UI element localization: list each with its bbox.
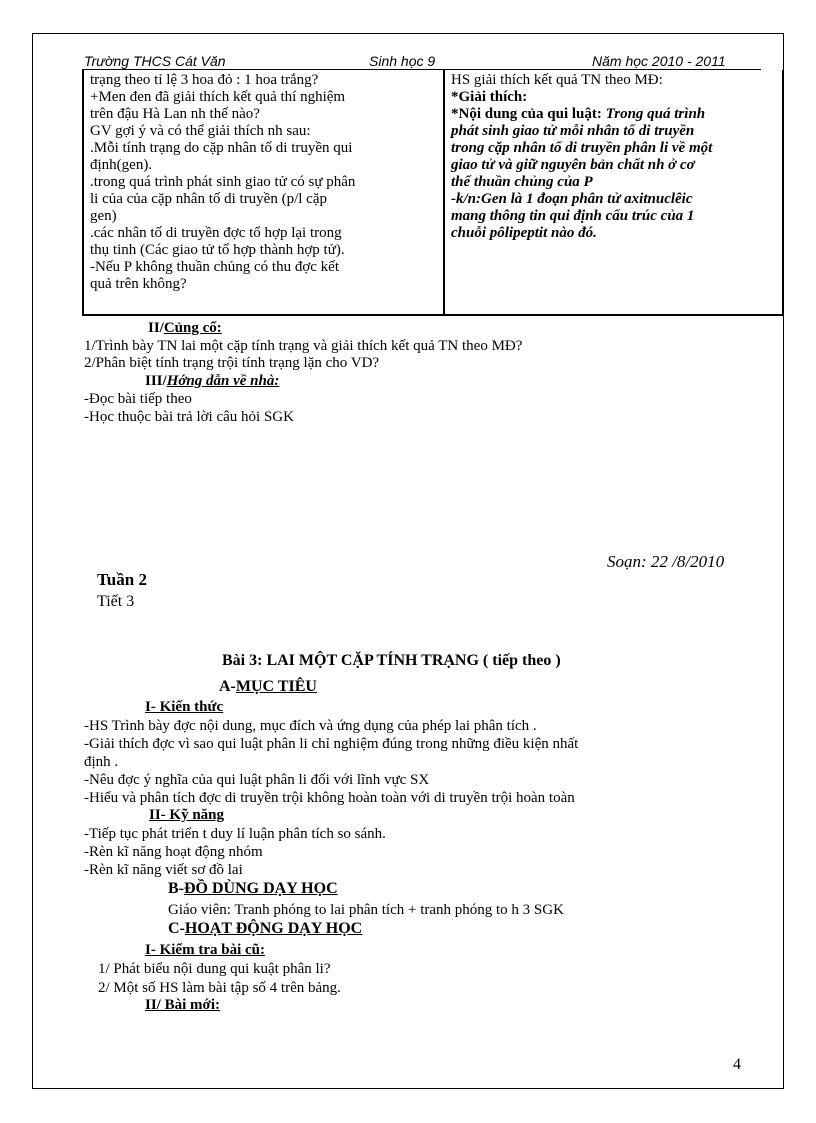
knowledge-heading: I- Kiến thức: [145, 699, 224, 715]
section-c-heading: C-HOẠT ĐỘNG DẠY HỌC: [168, 920, 363, 937]
explanation-heading: *Giải thích:: [451, 89, 528, 105]
teacher-activity-cell: [83, 70, 444, 315]
student-activity-cell: [444, 70, 783, 315]
skills-item: -Rèn kĩ năng hoạt động nhóm: [84, 844, 263, 860]
law-text: trong cặp nhân tố di truyền phân li về một: [451, 140, 713, 156]
gene-definition: mang thông tin qui định cấu trúc của 1: [451, 208, 695, 224]
gene-definition: -k/n:Gen là 1 đoạn phân tử axitnuclêic: [451, 191, 693, 207]
period-label: Tiết 3: [97, 593, 135, 610]
skills-item: -Rèn kĩ năng viết sơ đồ lai: [84, 862, 243, 878]
table-line: quả trên không?: [90, 276, 187, 292]
table-line: trạng theo tỉ lệ 3 hoa đỏ : 1 hoa trắng?: [90, 72, 319, 88]
table-line: HS giải thích kết quả TN theo MĐ:: [451, 72, 663, 88]
knowledge-item: -Hiểu và phân tích đợc di truyền trội không hoàn toàn với di truyền trội hoàn toàn: [84, 790, 575, 806]
activity-table: [82, 70, 784, 316]
table-line: GV gợi ý và có thể giải thích nh sau:: [90, 123, 311, 139]
gene-definition: chuỗi pôlipeptit nào đó.: [451, 225, 597, 241]
teacher-materials: Giáo viên: Tranh phóng to lai phân tích + tranh phóng to h 3 SGK: [168, 902, 564, 918]
table-line: +Men đen đã giải thích kết quả thí nghiệm: [90, 89, 346, 105]
section-a-heading: A-MỤC TIÊU: [219, 678, 317, 695]
check-item: 2/ Một số HS làm bài tập số 4 trên bảng.: [98, 980, 341, 996]
consolidation-item: 1/Trình bày TN lai một cặp tính trạng và giải thích kết quả TN theo MĐ?: [84, 338, 523, 354]
knowledge-item: định .: [84, 754, 119, 770]
table-line: gen): [90, 208, 117, 224]
lesson-title: Bài 3: LAI MỘT CẶP TÍNH TRẠNG ( tiếp theo ): [222, 652, 561, 669]
knowledge-item: -Nêu đợc ý nghĩa của qui luật phân li đối với lĩnh vực SX: [84, 772, 430, 788]
table-line: .Mỗi tính trạng do cặp nhân tố di truyền qui: [90, 140, 353, 156]
table-line: trên đậu Hà Lan nh thế nào?: [90, 106, 260, 122]
header-school: Trường THCS Cát Văn: [84, 53, 226, 69]
law-label: *Nội dung của qui luật:: [451, 106, 602, 122]
homework-item: -Đọc bài tiếp theo: [84, 391, 192, 407]
week-label: Tuần 2: [97, 570, 147, 589]
table-line: -Nếu P không thuần chủng có thu đợc kết: [90, 259, 339, 275]
table-line: .trong quá trình phát sinh giao tử có sự phân: [90, 174, 356, 190]
check-item: 1/ Phát biểu nội dung qui kuật phân li?: [98, 961, 331, 977]
new-lesson-heading: II/ Bài mới:: [145, 997, 220, 1013]
skills-item: -Tiếp tục phát triển t duy lí luận phân tích so sánh.: [84, 826, 386, 842]
table-line: thụ tinh (Các giao tử tổ hợp thành hợp tử).: [90, 242, 345, 258]
table-line: li của của cặp nhân tố di truyền (p/l cặp: [90, 191, 327, 207]
table-line: .các nhân tố di truyền đợc tổ hợp lại trong: [90, 225, 342, 241]
law-text: Trong quá trình: [605, 106, 706, 122]
law-text: thể thuần chủng của P: [451, 174, 593, 190]
prepared-date: Soạn: 22 /8/2010: [607, 552, 725, 571]
skills-heading: II- Kỹ năng: [149, 807, 225, 823]
knowledge-item: -HS Trình bày đợc nội dung, mục đích và ứng dụng của phép lai phân tích .: [84, 718, 537, 734]
law-text: phát sinh giao tử mỗi nhân tố di truyền: [451, 123, 695, 139]
header-year: Năm học 2010 - 2011: [592, 53, 726, 69]
consolidation-item: 2/Phân biệt tính trạng trội tính trạng lặn cho VD?: [84, 355, 380, 371]
knowledge-item: -Giải thích đợc vì sao qui luật phân li chỉ nghiệm đúng trong những điều kiện nhất: [84, 736, 579, 752]
section-b-heading: B-ĐỒ DÙNG DẠY HỌC: [168, 880, 338, 897]
check-old-lesson-heading: I- Kiểm tra bài cũ:: [145, 942, 265, 958]
law-text: giao tử và giữ nguyên bản chất nh ở cơ: [451, 157, 695, 173]
page-number: 4: [733, 1056, 741, 1073]
table-line: định(gen).: [90, 157, 153, 173]
homework-heading: III/Hớng dẫn về nhà:: [145, 373, 280, 389]
consolidation-heading: II/Củng cố:: [148, 320, 222, 336]
homework-item: -Học thuộc bài trả lời câu hỏi SGK: [84, 409, 294, 425]
header-subject: Sinh học 9: [369, 53, 436, 69]
